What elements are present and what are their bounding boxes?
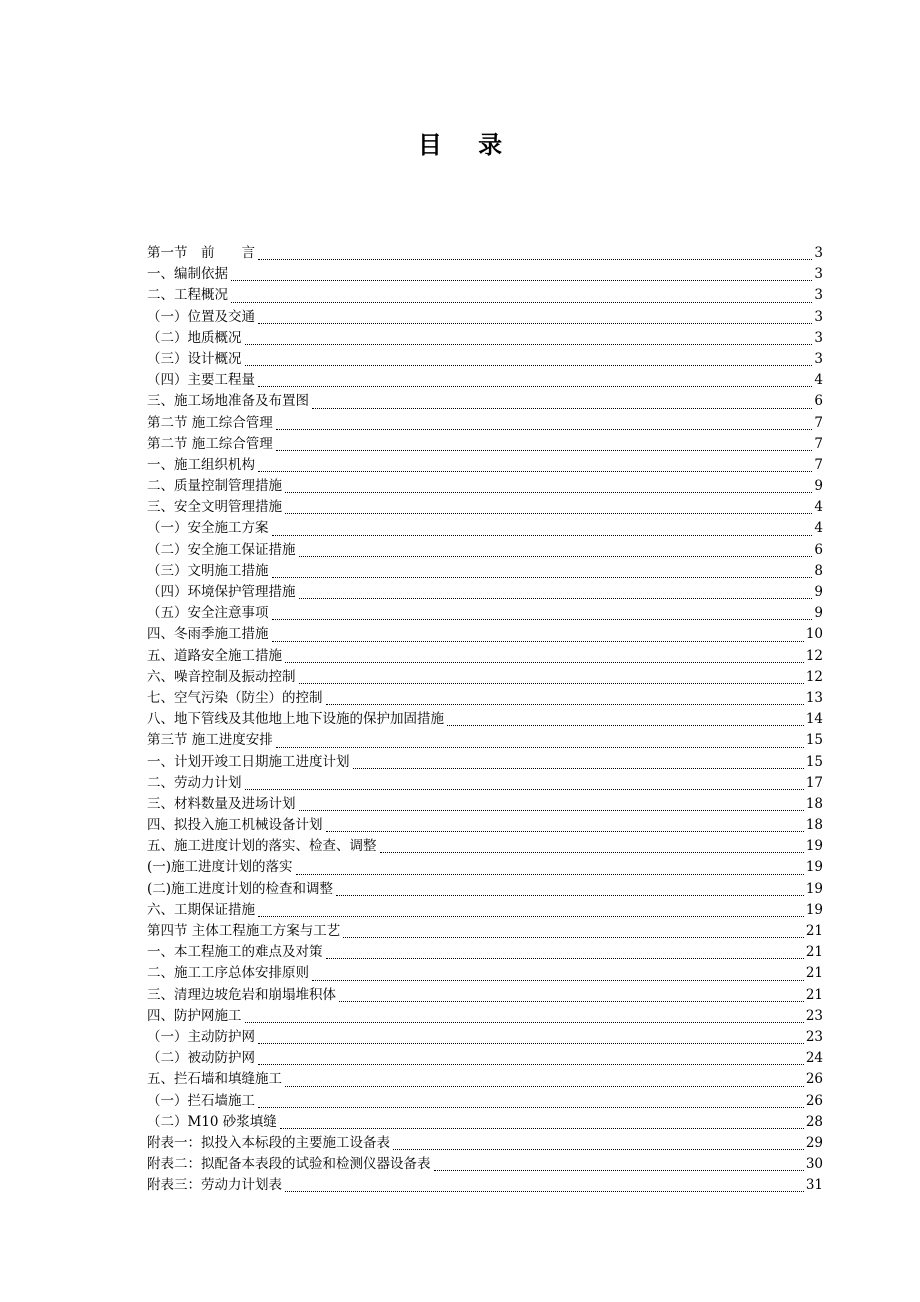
toc-entry-page-number: 3 — [814, 245, 823, 261]
toc-entry-label: (二)施工进度计划的检查和调整 — [147, 880, 334, 897]
toc-entry-label: 附表一：拟投入本标段的主要施工设备表 — [147, 1134, 390, 1151]
toc-entry[interactable] — [147, 561, 823, 582]
toc-entry-page-number: 12 — [805, 647, 823, 664]
toc-dot-leader — [285, 513, 812, 514]
toc-entry[interactable] — [147, 794, 823, 815]
toc-entry-label: 第四节 主体工程施工方案与工艺 — [147, 923, 341, 939]
toc-dot-leader — [299, 598, 813, 599]
toc-entry-page-number: 7 — [814, 435, 823, 452]
toc-dot-leader — [326, 958, 804, 959]
toc-entry-page-number: 9 — [814, 478, 823, 495]
toc-entry-label: (一)施工进度计划的落实 — [147, 859, 293, 876]
toc-entry-page-number: 3 — [814, 266, 823, 283]
toc-entry-page-number: 3 — [814, 287, 823, 304]
toc-entry-label: 附表三：劳动力计划表 — [147, 1177, 282, 1194]
toc-entry-label: 二、质量控制管理措施 — [147, 478, 282, 495]
toc-entry-label: （二）被动防护网 — [147, 1050, 255, 1067]
toc-entry-label: 五、拦石墙和填缝施工 — [147, 1071, 282, 1088]
toc-dot-leader — [272, 535, 813, 536]
toc-dot-leader — [312, 980, 804, 981]
toc-dot-leader — [343, 937, 804, 938]
toc-entry[interactable] — [147, 857, 823, 878]
toc-entry[interactable] — [147, 646, 823, 667]
toc-entry-page-number: 4 — [814, 372, 823, 389]
toc-entry-label: 一、施工组织机构 — [147, 456, 255, 473]
toc-entry[interactable] — [147, 773, 823, 794]
toc-entry[interactable] — [147, 1154, 823, 1175]
toc-entry-label: 六、噪音控制及振动控制 — [147, 668, 296, 685]
toc-dot-leader — [258, 323, 812, 324]
page-title: 目 录 — [417, 131, 517, 159]
toc-entry-page-number: 15 — [805, 753, 823, 770]
toc-dot-leader — [326, 704, 804, 705]
toc-entry-label: （二）地质概况 — [147, 329, 242, 346]
toc-entry[interactable] — [147, 815, 823, 836]
toc-dot-leader — [393, 1149, 804, 1150]
toc-entry-page-number: 14 — [805, 711, 823, 728]
toc-entry[interactable] — [147, 455, 823, 476]
toc-entry-page-number: 21 — [805, 944, 823, 961]
toc-entry-page-number: 18 — [805, 817, 823, 834]
toc-entry-label: 五、道路安全施工措施 — [147, 647, 282, 664]
toc-entry-page-number: 19 — [805, 880, 823, 897]
toc-dot-leader — [258, 916, 804, 917]
toc-entry-label: 三、安全文明管理措施 — [147, 499, 282, 516]
toc-entry-page-number: 26 — [805, 1071, 823, 1088]
toc-entry-label: 第一节 前 言 — [147, 245, 255, 261]
toc-dot-leader — [447, 725, 804, 726]
toc-dot-leader — [231, 280, 812, 281]
toc-dot-leader — [258, 471, 812, 472]
toc-entry[interactable] — [147, 285, 823, 306]
toc-entry-label: （三）设计概况 — [147, 350, 242, 367]
toc-entry[interactable] — [147, 434, 823, 455]
toc-dot-leader — [258, 1043, 804, 1044]
toc-entry-page-number: 3 — [814, 350, 823, 367]
toc-entry[interactable] — [147, 730, 823, 751]
toc-entry-label: （二）M10 砂浆填缝 — [147, 1113, 277, 1130]
toc-entry-label: 七、空气污染（防尘）的控制 — [147, 689, 323, 706]
toc-entry[interactable] — [147, 518, 823, 539]
toc-entry[interactable] — [147, 1175, 823, 1196]
toc-entry-label: 五、施工进度计划的落实、检查、调整 — [147, 838, 377, 855]
toc-entry-label: 三、材料数量及进场计划 — [147, 795, 296, 812]
toc-dot-leader — [380, 852, 804, 853]
toc-entry[interactable] — [147, 752, 823, 773]
toc-entry-page-number: 30 — [805, 1156, 823, 1173]
toc-dot-leader — [276, 747, 804, 748]
toc-entry-label: 四、拟投入施工机械设备计划 — [147, 817, 323, 834]
toc-entry-label: （一）拦石墙施工 — [147, 1092, 255, 1109]
toc-entry-page-number: 21 — [805, 965, 823, 982]
toc-entry-page-number: 8 — [814, 562, 823, 579]
toc-dot-leader — [258, 1064, 804, 1065]
toc-entry[interactable] — [147, 476, 823, 497]
toc-entry-page-number: 19 — [805, 838, 823, 855]
toc-entry-page-number: 9 — [814, 584, 823, 600]
toc-entry[interactable] — [147, 1048, 823, 1069]
table-of-contents — [147, 243, 823, 1196]
toc-entry[interactable] — [147, 307, 823, 328]
toc-entry[interactable] — [147, 624, 823, 645]
toc-entry-label: （四）环境保护管理措施 — [147, 584, 296, 600]
toc-entry-page-number: 23 — [805, 1028, 823, 1045]
toc-entry-page-number: 26 — [805, 1092, 823, 1109]
toc-entry-page-number: 6 — [814, 393, 823, 410]
toc-dot-leader — [276, 450, 813, 451]
toc-entry[interactable] — [147, 349, 823, 370]
toc-entry-page-number: 9 — [814, 605, 823, 622]
toc-entry-page-number: 10 — [805, 626, 823, 643]
toc-entry-label: 二、工程概况 — [147, 287, 228, 304]
toc-entry-label: （一）主动防护网 — [147, 1028, 255, 1045]
toc-dot-leader — [336, 895, 804, 896]
toc-entry[interactable] — [147, 836, 823, 857]
toc-dot-leader — [285, 492, 812, 493]
toc-entry[interactable] — [147, 688, 823, 709]
toc-dot-leader — [285, 1191, 804, 1192]
toc-entry[interactable] — [147, 921, 823, 942]
toc-entry[interactable] — [147, 985, 823, 1006]
toc-entry-page-number: 12 — [805, 668, 823, 685]
toc-entry[interactable] — [147, 243, 823, 264]
toc-entry[interactable] — [147, 709, 823, 730]
toc-dot-leader — [285, 662, 804, 663]
toc-entry[interactable] — [147, 1069, 823, 1090]
toc-dot-leader — [258, 1107, 804, 1108]
toc-entry-page-number: 24 — [805, 1050, 823, 1067]
toc-dot-leader — [272, 641, 804, 642]
toc-dot-leader — [299, 556, 813, 557]
toc-entry[interactable] — [147, 540, 823, 561]
toc-dot-leader — [245, 1022, 804, 1023]
toc-entry-label: 附表二：拟配备本表段的试验和检测仪器设备表 — [147, 1156, 431, 1173]
toc-dot-leader — [353, 768, 804, 769]
toc-entry-label: （一）位置及交通 — [147, 308, 255, 325]
toc-entry-label: （五）安全注意事项 — [147, 605, 269, 622]
toc-entry-label: （一）安全施工方案 — [147, 520, 269, 537]
toc-entry-page-number: 3 — [814, 329, 823, 346]
toc-entry-page-number: 18 — [805, 795, 823, 812]
toc-entry[interactable] — [147, 942, 823, 963]
toc-entry-page-number: 3 — [814, 308, 823, 325]
toc-entry-label: 第三节 施工进度安排 — [147, 732, 273, 749]
toc-dot-leader — [272, 619, 813, 620]
toc-entry-label: 二、施工工序总体安排原则 — [147, 965, 309, 982]
toc-entry[interactable] — [147, 328, 823, 349]
toc-entry-label: 四、防护网施工 — [147, 1007, 242, 1024]
toc-entry-page-number: 7 — [814, 414, 823, 431]
toc-entry[interactable] — [147, 391, 823, 412]
toc-dot-leader — [280, 1128, 804, 1129]
toc-dot-leader — [231, 302, 812, 303]
toc-entry-page-number: 19 — [805, 901, 823, 918]
toc-entry-page-number: 31 — [805, 1177, 823, 1194]
toc-entry-label: 六、工期保证措施 — [147, 901, 255, 918]
toc-entry-page-number: 23 — [805, 1007, 823, 1024]
toc-entry-label: 第二节 施工综合管理 — [147, 414, 273, 431]
toc-entry[interactable] — [147, 582, 823, 603]
toc-entry-label: 一、计划开竣工日期施工进度计划 — [147, 753, 350, 770]
toc-entry[interactable] — [147, 413, 823, 434]
toc-entry[interactable] — [147, 1091, 823, 1112]
toc-entry-label: 二、劳动力计划 — [147, 774, 242, 791]
toc-dot-leader — [245, 789, 804, 790]
toc-dot-leader — [434, 1170, 804, 1171]
toc-entry-page-number: 4 — [814, 520, 823, 537]
toc-dot-leader — [258, 259, 812, 260]
toc-entry[interactable] — [147, 667, 823, 688]
toc-entry[interactable] — [147, 900, 823, 921]
toc-entry-label: 第二节 施工综合管理 — [147, 435, 273, 452]
toc-entry-page-number: 21 — [805, 923, 823, 939]
toc-entry-label: 三、清理边坡危岩和崩塌堆积体 — [147, 986, 336, 1003]
toc-entry-page-number: 28 — [805, 1113, 823, 1130]
toc-entry-page-number: 13 — [805, 689, 823, 706]
toc-entry-label: （二）安全施工保证措施 — [147, 541, 296, 558]
toc-entry-page-number: 29 — [805, 1134, 823, 1151]
toc-entry-label: 一、编制依据 — [147, 266, 228, 283]
toc-dot-leader — [299, 683, 804, 684]
toc-dot-leader — [326, 831, 804, 832]
toc-entry-label: 三、施工场地准备及布置图 — [147, 393, 309, 410]
toc-entry[interactable] — [147, 497, 823, 518]
toc-dot-leader — [296, 874, 804, 875]
toc-entry-page-number: 17 — [805, 774, 823, 791]
toc-entry[interactable] — [147, 1133, 823, 1154]
toc-dot-leader — [285, 1086, 804, 1087]
toc-entry-page-number: 4 — [814, 499, 823, 516]
toc-entry-label: 四、冬雨季施工措施 — [147, 626, 269, 643]
toc-entry-label: （三）文明施工措施 — [147, 562, 269, 579]
toc-entry-page-number: 19 — [805, 859, 823, 876]
toc-entry-page-number: 6 — [814, 541, 823, 558]
toc-entry[interactable] — [147, 1006, 823, 1027]
toc-entry[interactable] — [147, 264, 823, 285]
toc-entry-page-number: 15 — [805, 732, 823, 749]
toc-dot-leader — [245, 365, 813, 366]
toc-dot-leader — [312, 408, 812, 409]
toc-entry[interactable] — [147, 370, 823, 391]
toc-dot-leader — [299, 810, 804, 811]
toc-entry-label: 八、地下管线及其他地上地下设施的保护加固措施 — [147, 711, 444, 728]
toc-entry[interactable] — [147, 1027, 823, 1048]
toc-entry-label: （四）主要工程量 — [147, 372, 255, 389]
toc-entry-label: 一、本工程施工的难点及对策 — [147, 944, 323, 961]
toc-dot-leader — [245, 344, 813, 345]
toc-dot-leader — [276, 429, 813, 430]
toc-entry[interactable] — [147, 879, 823, 900]
toc-entry[interactable] — [147, 963, 823, 984]
toc-entry[interactable] — [147, 603, 823, 624]
toc-entry[interactable] — [147, 1112, 823, 1133]
toc-entry-page-number: 7 — [814, 456, 823, 473]
toc-dot-leader — [272, 577, 813, 578]
toc-entry-page-number: 21 — [805, 986, 823, 1003]
toc-dot-leader — [339, 1001, 804, 1002]
toc-dot-leader — [258, 386, 812, 387]
